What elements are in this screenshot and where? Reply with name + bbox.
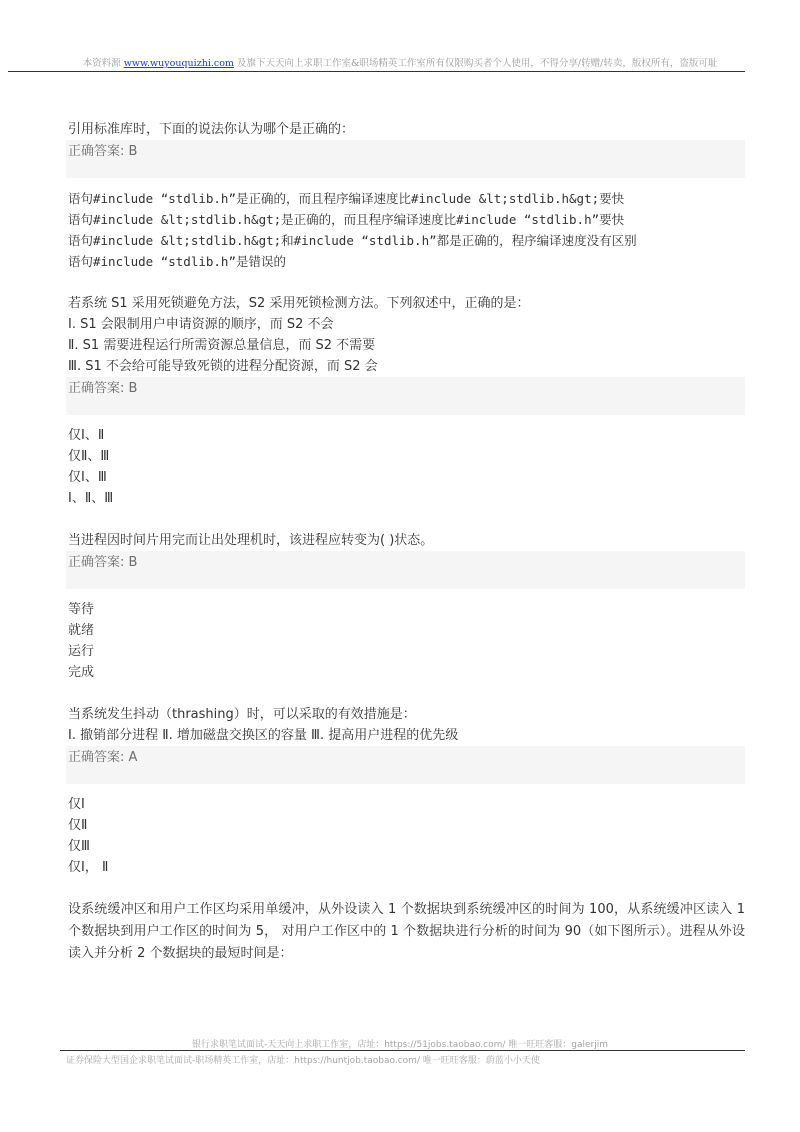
- footer-divider: [60, 1050, 745, 1051]
- question-text: 设系统缓冲区和用户工作区均采用单缓冲，从外设读入 1 个数据块到系统缓冲区的时间为 100，从系统缓冲区读入 1 个数据块到用户工作区的时间为 5， 对用户工作区中的 1 个数据块进行分析的时间为 90（如下图所示）。进程从外设读入并分析 2 个数据块的最短时间是：: [68, 902, 745, 961]
- option-item: 语句#include &lt;stdlib.h&gt;是正确的，而且程序编译速度比#include “stdlib.h”要快: [68, 212, 625, 227]
- option-item: 运行: [68, 644, 95, 659]
- option-item: 仅Ⅱ: [68, 818, 88, 833]
- question-block: [68, 530, 745, 683]
- answer-box: 正确答案: B: [66, 377, 745, 415]
- option-item: 仅Ⅰ， Ⅱ: [68, 860, 109, 875]
- footer-line-2: 证券保险大型国企求职笔试面试-职场精英工作室，店址：https://huntjob.taobao.com/ 唯一旺旺客服：蔚蓝小小天使: [66, 1056, 540, 1066]
- document-content: [68, 119, 745, 965]
- option-item: Ⅰ、Ⅱ、Ⅲ: [68, 491, 114, 506]
- question-block: [68, 704, 745, 878]
- question-block: [68, 293, 745, 509]
- option-item: 等待: [68, 602, 95, 617]
- question-text: 引用标准库时，下面的说法你认为哪个是正确的：: [68, 122, 355, 137]
- question-text: 当系统发生抖动（thrashing）时，可以采取的有效措施是：: [68, 707, 416, 722]
- question-subline: Ⅲ. S1 不会给可能导致死锁的进程分配资源，而 S2 会: [68, 359, 378, 374]
- header-prefix: 本资料源: [82, 58, 121, 69]
- question-text: 当进程因时间片用完而让出处理机时，该进程应转变为( )状态。: [68, 533, 434, 548]
- option-item: 语句#include “stdlib.h”是错误的: [68, 254, 286, 269]
- answer-box: 正确答案: A: [66, 746, 745, 784]
- header-website-link[interactable]: www.wuyouquizhi.com: [123, 58, 234, 69]
- option-item: 仅Ⅰ、Ⅱ: [68, 428, 105, 443]
- question-text: 若系统 S1 采用死锁避免方法，S2 采用死锁检测方法。下列叙述中，正确的是：: [68, 296, 530, 311]
- header-suffix: 及旗下天天向上求职工作室&职场精英工作室所有仅限购买者个人使用，不得分享/转赠/转卖，版权所有，盗版可耻: [236, 58, 718, 69]
- question-subline: Ⅰ. S1 会限制用户申请资源的顺序，而 S2 不会: [68, 317, 334, 332]
- header-divider: [8, 71, 745, 72]
- answer-box: 正确答案: B: [66, 551, 745, 589]
- page-header-notice: [0, 55, 800, 69]
- option-item: 完成: [68, 665, 95, 680]
- option-item: 就绪: [68, 623, 95, 638]
- option-item: 仅Ⅱ、Ⅲ: [68, 449, 110, 464]
- option-item: 仅Ⅲ: [68, 839, 90, 854]
- answer-box: 正确答案: B: [66, 140, 745, 178]
- option-item: 仅Ⅰ、Ⅲ: [68, 470, 107, 485]
- option-item: 仅Ⅰ: [68, 797, 85, 812]
- option-item: 语句#include &lt;stdlib.h&gt;和#include “stdlib.h”都是正确的，程序编译速度没有区别: [68, 233, 637, 248]
- question-subline: Ⅰ. 撤销部分进程 Ⅱ. 增加磁盘交换区的容量 Ⅲ. 提高用户进程的优先级: [68, 728, 459, 743]
- footer-line-1: 银行求职笔试面试-天天向上求职工作室，店址：https://51jobs.taobao.com/ 唯一旺旺客服：galerjim: [191, 1040, 609, 1050]
- question-subline: Ⅱ. S1 需要进程运行所需资源总量信息，而 S2 不需要: [68, 338, 376, 353]
- question-block: [68, 119, 745, 272]
- option-item: 语句#include “stdlib.h”是正确的，而且程序编译速度比#include &lt;stdlib.h&gt;要快: [68, 191, 625, 206]
